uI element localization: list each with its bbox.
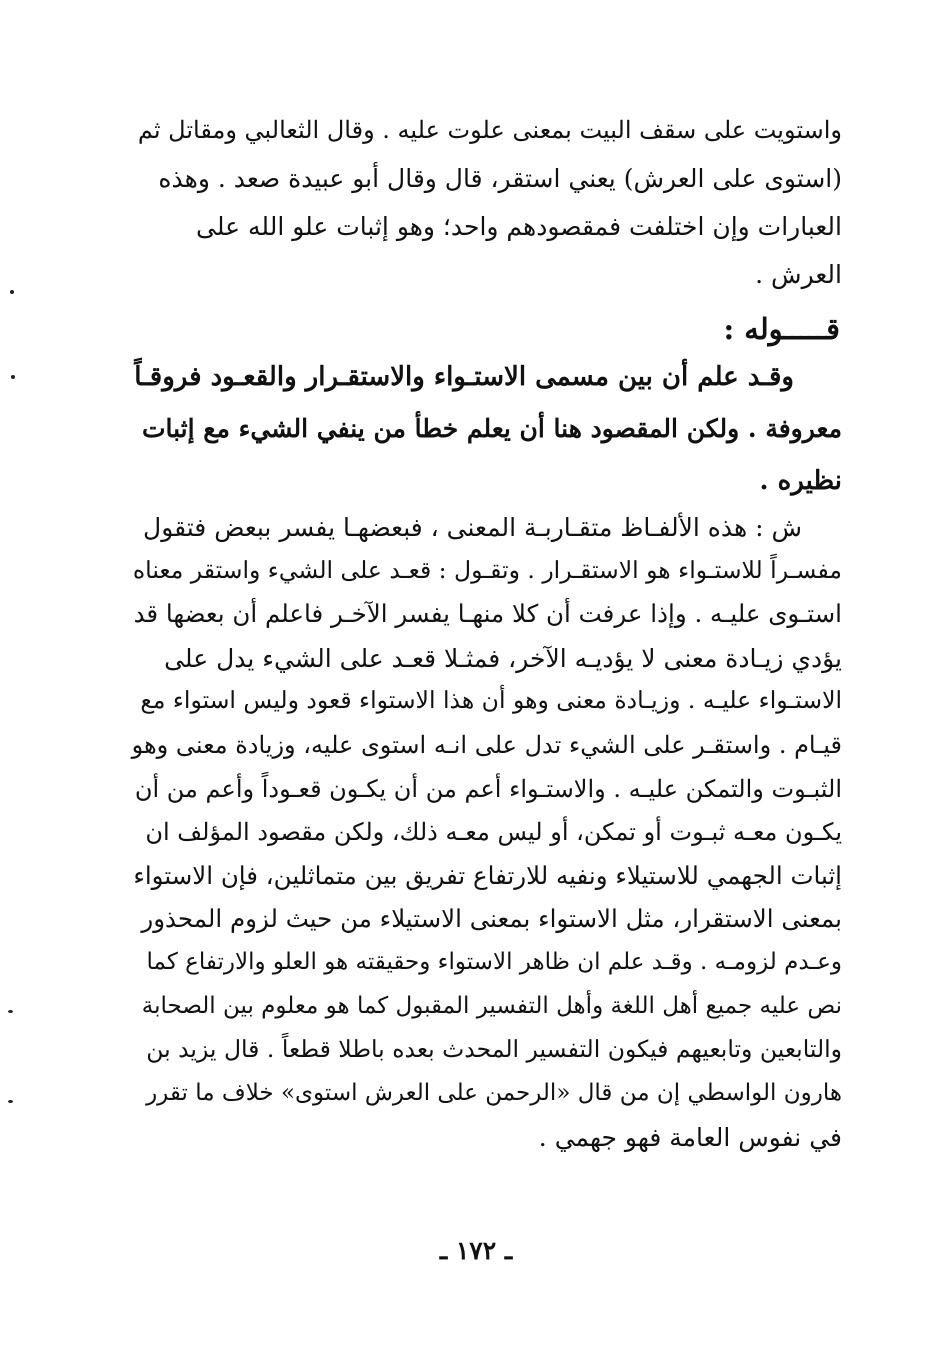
text-line: نص عليه جميع أهل اللغة وأهل التفسير المقبول كما هو معلوم بين الصحابة [141, 992, 842, 1019]
text-line: إثبات الجهمي للاستيلاء ونفيه للارتفاع تفريق بين متماثلين، فإن الاستواء [133, 860, 842, 890]
scan-speck [10, 290, 14, 294]
paragraph-2-quote [132, 364, 842, 520]
text-line: وعـدم لزومـه . وقـد علم ان ظاهر الاستواء وحقيقته هو العلو والارتفاع كما [146, 948, 842, 975]
text-line: مفسـراً للاستـواء هو الاستقـرار . وتقـول : قعـد على الشيء واستقر معناه [132, 555, 842, 584]
text-line: واستويت على سقف البيت بمعنى علوت عليه . وقال الثعالبي ومقاتل ثم [137, 116, 842, 144]
scan-speck [8, 1100, 13, 1103]
text-line: الاستـواء عليـه . وزيـادة معنى وهو أن هذا الاستواء قعود وليس استواء مع [140, 686, 842, 715]
text-line: نظيره . [759, 466, 842, 496]
text-line: يكـون معـه ثبـوت أو تمكن، أو ليس معـه ذلك، ولكن مقصود المؤلف ان [145, 818, 842, 847]
text-line: في نفوس العامة فهو جهمي . [538, 1123, 842, 1153]
text-line: يؤدي زيـادة معنى لا يؤديـه الآخر، فمثـلا قعـد على الشيء يدل على [164, 643, 842, 673]
text-line: قيـام . واستقـر على الشيء تدل على انـه استوى عليه، وزيادة معنى وهو [131, 730, 842, 759]
text-line: العرش . [755, 260, 842, 289]
scan-speck [11, 375, 15, 379]
text-line: الثبـوت والتمكن عليـه . والاستـواء أعم من أن يكـون قعـوداً وأعم من أن [134, 774, 842, 803]
text-line: العبارات وإن اختلفت فمقصودهم واحد؛ وهو إثبات علو الله على [196, 212, 842, 241]
text-line: ش : هذه الألفـاظ متقـاربـة المعنى ، فبعضهـا يفسر ببعض فتقول [143, 513, 802, 542]
page-number: ـ ١٧٢ ـ [439, 1236, 513, 1265]
text-line: هارون الواسطي إن من قال «الرحمن على العرش استوى» خلاف ما تقرر [146, 1079, 842, 1106]
text-line: والتابعين وتابعيهم فيكون التفسير المحدث بعده باطلا قطعاً . قال يزيد بن [146, 1035, 842, 1064]
scan-speck [8, 1010, 13, 1013]
paragraph-1 [132, 118, 842, 310]
section-heading: قـــــوله : [723, 312, 840, 346]
text-line: (استوى على العرش) يعني استقر، قال وقال أبو عبيدة صعد . وهذه [158, 164, 842, 193]
text-line: استـوى عليـه . وإذا عرفت أن كلا منهـا يفسر الآخـر فاعلم أن بعضها قد [133, 599, 842, 629]
text-line: وقـد علم أن بين مسمى الاستـواء والاستقـرار والقعـود فروقـاً [134, 362, 794, 392]
text-line: معروفة . ولكن المقصود هنا أن يعلم خطأ من ينفي الشيء مع إثبات [141, 414, 842, 443]
paragraph-3-commentary [132, 515, 842, 1169]
text-line: بمعنى الاستقرار، مثل الاستواء بمعنى الاستيلاء من حيث لزوم المحذور [141, 904, 842, 934]
